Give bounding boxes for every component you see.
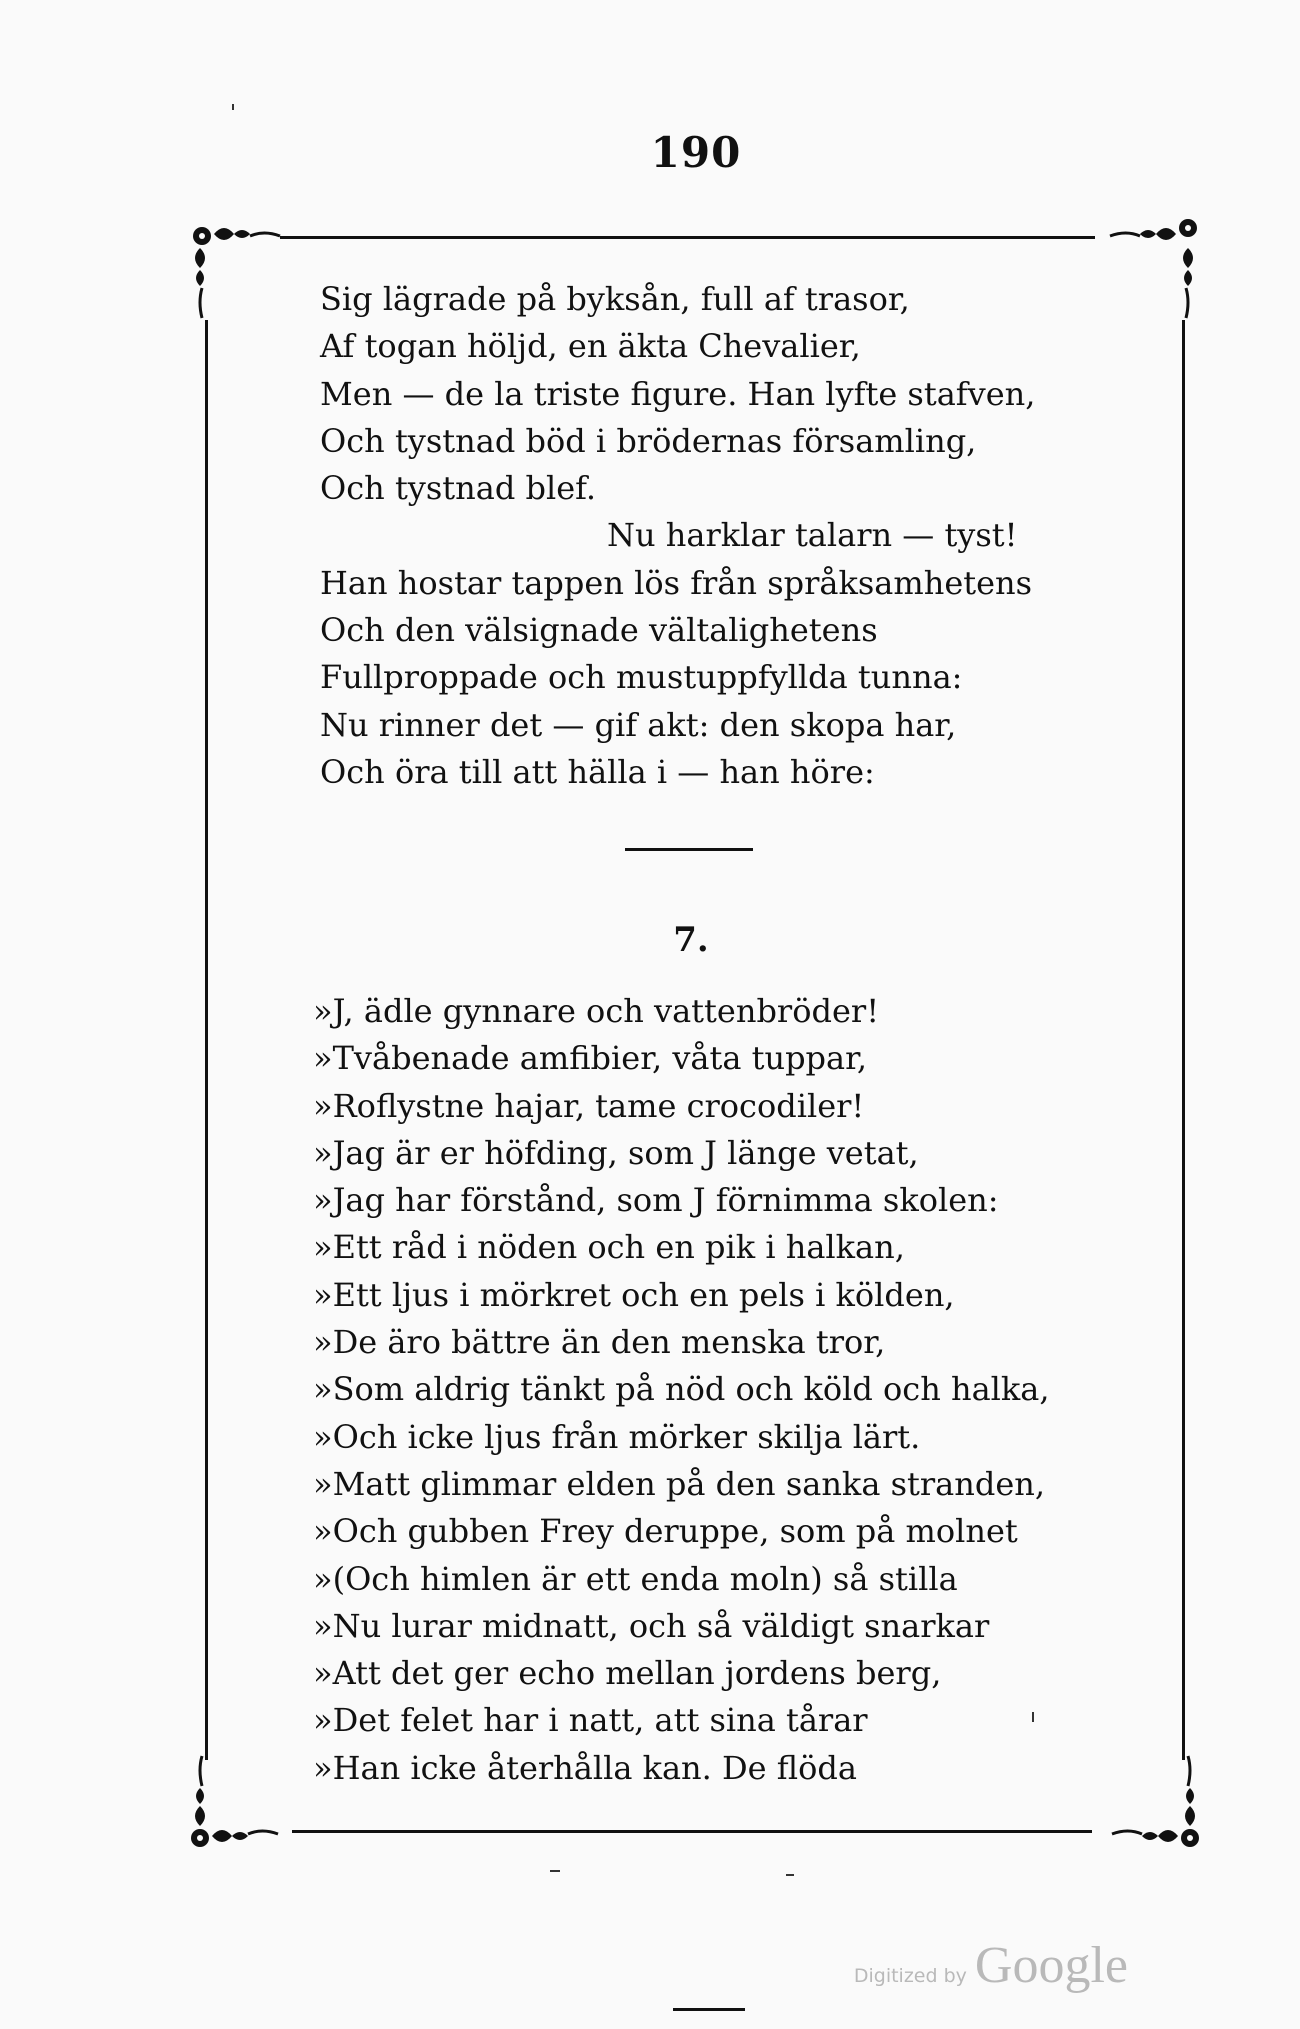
frame-bottom-rule [292,1830,1092,1833]
verse-line: »Matt glimmar elden på den sanka stranden, [313,1464,1046,1503]
watermark-small-text: Digitized by [853,1965,967,1987]
verse-line: Han hostar tappen lös från språksamhetens [320,563,1033,602]
verse-line: Fullproppade och mustuppfyllda tunna: [320,658,963,697]
frame-right-rule [1182,320,1185,1760]
scan-speck [1032,1712,1034,1722]
watermark-logo-text: Google [974,1937,1128,1994]
verse-line: Men — de la triste figure. Han lyfte stafven, [320,374,1036,413]
verse-line: Och öra till att hälla i — han höre: [320,752,875,791]
verse-line: »Och gubben Frey deruppe, som på molnet [313,1512,1018,1551]
verse-line: »Att det ger echo mellan jordens berg, [313,1654,942,1693]
scan-speck [232,104,234,110]
verse-line: »Jag har förstånd, som J förnimma skolen: [313,1181,999,1220]
page-number: 190 [650,128,742,177]
digitized-watermark [854,1936,1128,1995]
verse-line: Nu harklar talarn — tyst! [607,516,1018,555]
verse-line: »Jag är er höfding, som J länge vetat, [313,1133,919,1172]
section-number: 7. [673,920,709,960]
verse-line: »Det felet har i natt, att sina tårar [313,1701,868,1740]
floral-corner-ornament-icon [186,1752,296,1862]
verse-line: »De äro bättre än den menska tror, [313,1323,886,1362]
verse-line: »(Och himlen är ett enda moln) så stilla [313,1559,958,1598]
verse-line: »Ett ljus i mörkret och en pels i kölden, [313,1275,955,1314]
verse-line: »Ett råd i nöden och en pik i halkan, [313,1228,905,1267]
frame-left-rule [205,320,208,1760]
verse-line: Och den välsignade vältalighetens [320,611,878,650]
stanza-before [320,276,1100,796]
verse-line: »Han icke återhålla kan. De flöda [313,1748,857,1787]
bottom-rule [673,2008,745,2011]
scan-speck [786,1874,794,1876]
verse-line: »Som aldrig tänkt på nöd och köld och halka, [313,1370,1050,1409]
verse-line: »Och icke ljus från mörker skilja lärt. [313,1417,921,1456]
verse-line: Sig lägrade på byksån, full af trasor, [320,280,910,318]
verse-line: »Nu lurar midnatt, och så väldigt snarkar [313,1606,990,1645]
verse-line: Och tystnad böd i brödernas församling, [320,421,977,460]
verse-line: Och tystnad blef. [320,469,597,508]
verse-line: Nu rinner det — gif akt: den skopa har, [320,705,957,744]
verse-line: Af togan höljd, en äkta Chevalier, [320,327,861,366]
section-divider [625,848,753,851]
floral-corner-ornament-icon [1092,212,1202,322]
stanza-after [313,988,1113,1792]
frame-top-rule [280,236,1095,239]
scan-speck [550,1870,560,1872]
verse-line: »Roflystne hajar, tame crocodiler! [313,1086,865,1125]
verse-line: »J, ädle gynnare och vattenbröder! [313,992,880,1030]
verse-line: »Tvåbenade amfibier, våta tuppar, [313,1039,868,1078]
floral-corner-ornament-icon [188,212,298,322]
